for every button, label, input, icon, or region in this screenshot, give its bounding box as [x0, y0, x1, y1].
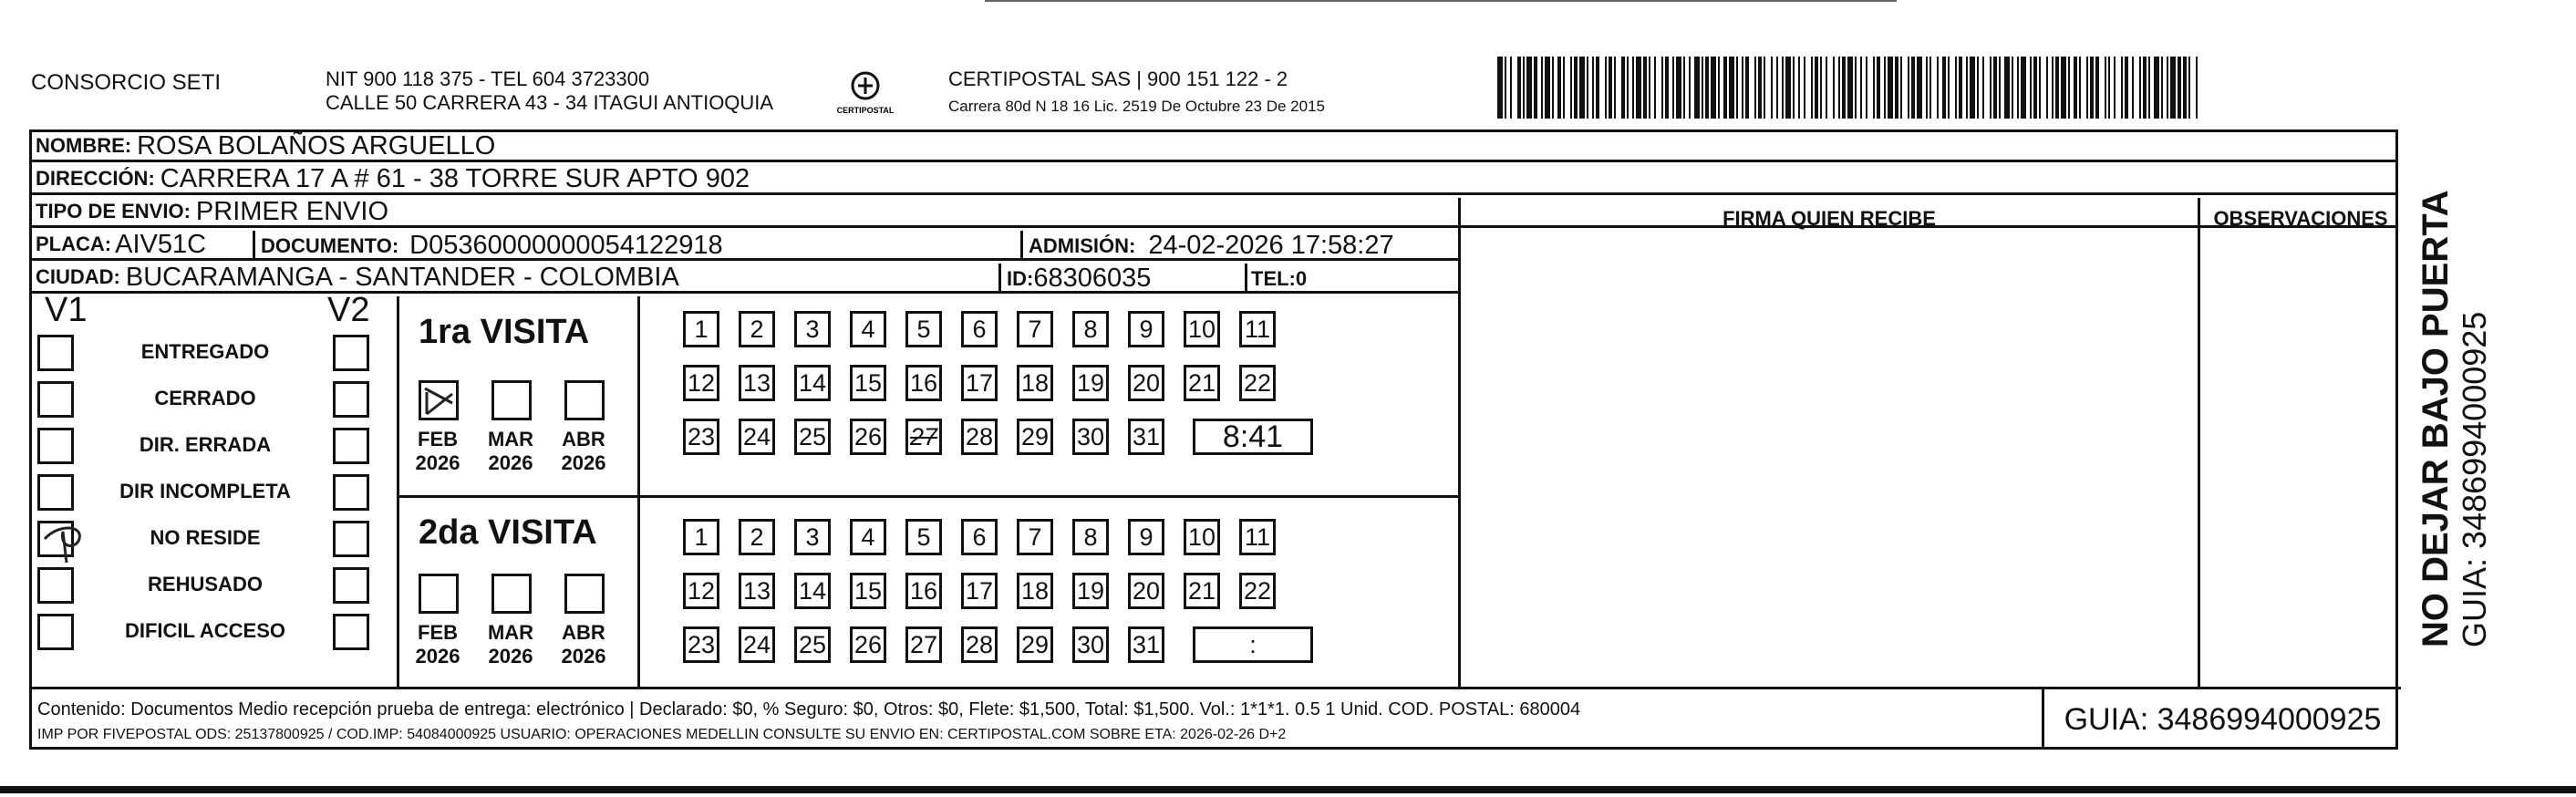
barcode-bar	[1977, 57, 1979, 119]
day-box[interactable]: 22	[1239, 365, 1276, 401]
barcode-bar	[2167, 57, 2168, 119]
barcode-bar	[2178, 57, 2181, 119]
barcode-bar	[2121, 57, 2123, 119]
barcode-bar	[2030, 57, 2032, 119]
placa-label: PLACA:	[36, 233, 112, 255]
barcode-bar	[2143, 57, 2147, 119]
barcode-bar	[2095, 57, 2099, 119]
barcode-bar	[2090, 57, 2094, 119]
barcode-bar	[1621, 57, 1625, 119]
admision-cell	[1020, 231, 1394, 261]
barcode-bar	[2132, 57, 2134, 119]
month-divider	[637, 296, 640, 687]
barcode-bar	[1877, 57, 1880, 119]
barcode-bar	[1847, 57, 1853, 119]
barcode-bar	[1649, 57, 1650, 119]
barcode-bar	[1826, 57, 1827, 119]
tel-label: TEL:	[1251, 266, 1296, 290]
second-visit-title: 2da VISITA	[419, 513, 597, 552]
address-line: CALLE 50 CARRERA 43 - 34 ITAGUI ANTIOQUIA	[326, 91, 774, 114]
day-box[interactable]: 29	[1017, 419, 1053, 455]
barcode-bar	[1970, 57, 1975, 119]
barcode-bar	[1689, 57, 1691, 119]
barcode-bar	[1908, 57, 1909, 119]
guia-box-text: GUIA: 3486994000925	[2064, 701, 2382, 737]
barcode-bar	[1842, 57, 1846, 119]
barcode-bar	[1718, 57, 1720, 119]
barcode-bar	[1758, 57, 1762, 119]
month-name: MAR	[487, 428, 534, 450]
top-rule	[985, 0, 1897, 2]
tel-value: 0	[1295, 266, 1308, 290]
month-year: 2026	[415, 645, 460, 668]
day-box[interactable]: 31	[1128, 626, 1164, 663]
tipo-value: PRIMER ENVIO	[195, 196, 389, 226]
day-box[interactable]: 5	[905, 519, 942, 555]
day-box[interactable]: 21	[1184, 573, 1220, 609]
direccion-value: CARRERA 17 A # 61 - 38 TORRE SUR APTO 902	[160, 163, 750, 193]
license-line: Carrera 80d N 18 16 Lic. 2519 De Octubre 23 De 2015	[948, 98, 1325, 115]
barcode-bar	[1579, 57, 1585, 119]
v2-checkbox[interactable]	[333, 567, 369, 604]
barcode-bar	[1764, 57, 1765, 119]
barcode-bar	[2068, 57, 2070, 119]
day-box[interactable]: 19	[1072, 573, 1109, 609]
day-box[interactable]: 9	[1128, 311, 1164, 347]
barcode-bar	[1534, 57, 1537, 119]
month-label	[409, 428, 466, 475]
barcode-bar	[2148, 57, 2150, 119]
barcode-bar	[2021, 57, 2026, 119]
barcode-bar	[1497, 57, 1503, 119]
vertical-text	[2415, 137, 2497, 647]
barcode-bar	[1526, 57, 1532, 119]
barcode-bar	[1782, 57, 1784, 119]
barcode-bar	[1736, 57, 1738, 119]
barcode-bar	[1833, 57, 1835, 119]
certipostal-logo-icon	[835, 66, 895, 120]
day-box[interactable]: 18	[1017, 573, 1053, 609]
footer-line2: IMP POR FIVEPOSTAL ODS: 25137800925 / COD.IMP: 54084000925 USUARIO: OPERACIONES MEDELLIN CONSULTE SU ENVIO EN: CERTIPOSTAL.COM SOBRE ETA: 2026-02-26 D+2	[37, 727, 1287, 742]
day-box[interactable]: 10	[1184, 519, 1220, 555]
tel-cell	[1245, 264, 1307, 294]
day-box[interactable]: 21	[1184, 365, 1220, 401]
day-box[interactable]: 18	[1017, 365, 1053, 401]
month-checkbox[interactable]	[419, 574, 459, 614]
barcode-bar	[1815, 57, 1818, 119]
day-box[interactable]: 14	[794, 573, 831, 609]
barcode-bar	[2125, 57, 2128, 119]
barcode-bar	[1609, 57, 1612, 119]
day-box[interactable]: 1	[683, 311, 719, 347]
day-box[interactable]: 27	[905, 419, 942, 455]
barcode-bar	[1632, 57, 1634, 119]
certipostal-logo	[835, 66, 895, 120]
day-box[interactable]: 16	[905, 573, 942, 609]
barcode-bar	[2004, 57, 2010, 119]
status-option-label: DIFICIL ACCESO	[124, 619, 285, 642]
month-name: ABR	[562, 621, 605, 644]
status-option-label: DIR INCOMPLETA	[119, 480, 291, 502]
visit-separator	[397, 495, 1458, 498]
v2-checkbox[interactable]	[333, 428, 369, 464]
documento-cell	[253, 231, 723, 261]
barcode-bar	[1643, 57, 1647, 119]
barcode-bar	[1563, 57, 1565, 119]
day-box[interactable]: 5	[905, 311, 942, 347]
month-label	[482, 428, 539, 475]
day-box[interactable]: 13	[739, 573, 775, 609]
certipostal-line: CERTIPOSTAL SAS | 900 151 122 - 2	[948, 67, 1288, 90]
month-checkbox[interactable]	[491, 574, 532, 614]
placa-value: AIV51C	[115, 229, 207, 259]
barcode-bar	[2196, 57, 2198, 119]
direccion-row	[32, 165, 2395, 195]
day-box[interactable]: 12	[683, 573, 719, 609]
day-box[interactable]: 17	[961, 365, 998, 401]
status-option-label: NO RESIDE	[150, 526, 261, 549]
barcode-bar	[1942, 57, 1946, 119]
month-label	[555, 428, 612, 475]
barcode-bar	[2061, 57, 2066, 119]
direccion-label: DIRECCIÓN:	[36, 167, 155, 190]
observaciones-header: OBSERVACIONES	[2213, 207, 2388, 230]
nit-line: NIT 900 118 375 - TEL 604 3723300	[326, 67, 650, 90]
barcode-bar	[1990, 57, 1991, 119]
barcode-bar	[1614, 57, 1616, 119]
barcode-bar	[1811, 57, 1813, 119]
day-box[interactable]: 24	[739, 419, 775, 455]
barcode-bar	[1926, 57, 1928, 119]
v1-handwritten-mark	[39, 512, 94, 570]
status-divider	[397, 296, 399, 687]
v2-checkbox[interactable]	[333, 614, 369, 650]
v2-checkbox[interactable]	[333, 521, 369, 557]
day-box[interactable]: 8	[1072, 519, 1109, 555]
day-box[interactable]: 29	[1017, 626, 1053, 663]
barcode-bar	[1873, 57, 1875, 119]
barcode-bar	[1860, 57, 1862, 119]
day-box[interactable]: 12	[683, 365, 719, 401]
barcode-bar	[1729, 57, 1734, 119]
barcode-bar	[1636, 57, 1641, 119]
day-box[interactable]: 11	[1239, 311, 1276, 347]
v1-checkbox[interactable]	[37, 335, 74, 371]
barcode-bar	[1570, 57, 1572, 119]
logo-text: CERTIPOSTAL	[836, 106, 895, 115]
ciudad-value: BUCARAMANGA - SANTANDER - COLOMBIA	[125, 262, 679, 292]
barcode-bar	[1900, 57, 1902, 119]
barcode-bar	[1855, 57, 1857, 119]
day-box[interactable]: 25	[794, 626, 831, 663]
barcode-bar	[1911, 57, 1915, 119]
barcode	[1495, 57, 2202, 119]
barcode-bar	[2074, 57, 2077, 119]
day-box[interactable]: 17	[961, 573, 998, 609]
day-box[interactable]: 3	[794, 311, 831, 347]
day-box[interactable]: 15	[850, 365, 886, 401]
barcode-bar	[1742, 57, 1743, 119]
day-box[interactable]: 9	[1128, 519, 1164, 555]
barcode-bar	[1665, 57, 1669, 119]
firma-header: FIRMA QUIEN RECIBE	[1723, 207, 1936, 230]
day-box[interactable]: 7	[1017, 519, 1053, 555]
day-box[interactable]: 16	[905, 365, 942, 401]
barcode-bar	[2012, 57, 2013, 119]
month-checkbox[interactable]	[419, 380, 459, 420]
status-option-label: ENTREGADO	[140, 340, 270, 363]
day-box[interactable]: 31	[1128, 419, 1164, 455]
day-box[interactable]: 25	[794, 419, 831, 455]
day-box[interactable]: 2	[739, 519, 775, 555]
month-name: FEB	[418, 428, 458, 450]
barcode-bar	[1937, 57, 1939, 119]
barcode-bar	[1776, 57, 1778, 119]
day-box[interactable]: 7	[1017, 311, 1053, 347]
barcode-bar	[1596, 57, 1599, 119]
month-label	[482, 621, 539, 668]
nombre-value: ROSA BOLAÑOS ARGUELLO	[137, 130, 496, 160]
observaciones-area	[2200, 231, 2397, 687]
barcode-bar	[2154, 57, 2159, 119]
barcode-bar	[2170, 57, 2176, 119]
status-option-label: DIR. ERRADA	[139, 433, 272, 456]
month-name: FEB	[418, 621, 458, 644]
day-box[interactable]: 15	[850, 573, 886, 609]
barcode-bar	[1838, 57, 1840, 119]
v2-checkbox[interactable]	[333, 335, 369, 371]
no-dejar-bajo-puerta: NO DEJAR BAJO PUERTA	[2416, 190, 2456, 647]
day-box[interactable]: 22	[1239, 573, 1276, 609]
barcode-bar	[2017, 57, 2019, 119]
barcode-bar	[1745, 57, 1749, 119]
barcode-bar	[1793, 57, 1795, 119]
v1-header: V1	[45, 291, 88, 329]
v2-checkbox[interactable]	[333, 381, 369, 418]
firma-area	[1461, 231, 2198, 687]
barcode-bar	[1888, 57, 1893, 119]
v2-header: V2	[327, 291, 370, 329]
month-checkbox[interactable]	[564, 380, 605, 420]
day-box[interactable]: 20	[1128, 365, 1164, 401]
first-visit-title: 1ra VISITA	[419, 313, 590, 351]
barcode-bar	[2052, 57, 2054, 119]
day-box[interactable]: 28	[961, 419, 998, 455]
barcode-bar	[1557, 57, 1561, 119]
barcode-bar	[1917, 57, 1922, 119]
barcode-bar	[2161, 57, 2163, 119]
v1-checkbox[interactable]	[37, 428, 74, 464]
barcode-bar	[1771, 57, 1773, 119]
barcode-bar	[2108, 57, 2110, 119]
day-box[interactable]: 3	[794, 519, 831, 555]
barcode-bar	[1966, 57, 1968, 119]
admision-label: ADMISIÓN:	[1029, 233, 1136, 257]
barcode-bar	[1955, 57, 1957, 119]
barcode-bar	[1948, 57, 1950, 119]
barcode-bar	[2079, 57, 2081, 119]
barcode-bar	[2046, 57, 2048, 119]
ciudad-label: CIUDAD:	[36, 265, 120, 288]
day-box[interactable]: 6	[961, 519, 998, 555]
month-checkbox[interactable]	[564, 574, 605, 614]
month-year: 2026	[488, 645, 533, 668]
day-box[interactable]: 26	[850, 626, 886, 663]
nombre-row	[32, 132, 2395, 162]
v1-checkbox[interactable]	[37, 567, 74, 604]
barcode-bar	[1574, 57, 1578, 119]
barcode-bar	[2105, 57, 2106, 119]
barcode-bar	[1545, 57, 1550, 119]
barcode-bar	[1505, 57, 1506, 119]
barcode-bar	[1820, 57, 1822, 119]
barcode-bar	[1785, 57, 1791, 119]
day-box[interactable]: 24	[739, 626, 775, 663]
day-box[interactable]: 11	[1239, 519, 1276, 555]
barcode-bar	[1523, 57, 1525, 119]
day-box[interactable]: 8	[1072, 311, 1109, 347]
month-label	[555, 621, 612, 668]
barcode-bar	[1683, 57, 1685, 119]
month-year: 2026	[561, 645, 606, 668]
day-box[interactable]: 14	[794, 365, 831, 401]
month-name: ABR	[562, 428, 605, 450]
barcode-bar	[1592, 57, 1594, 119]
barcode-bar	[2188, 57, 2190, 119]
barcode-bar	[1754, 57, 1756, 119]
status-option-label: CERRADO	[154, 387, 256, 409]
v1-checkbox[interactable]	[37, 614, 74, 650]
month-label	[409, 621, 466, 668]
day-box[interactable]: 2	[739, 311, 775, 347]
barcode-bar	[1672, 57, 1674, 119]
documento-label: DOCUMENTO:	[261, 233, 399, 257]
month-year: 2026	[415, 451, 460, 474]
nombre-label: NOMBRE:	[36, 134, 132, 157]
day-box[interactable]: 1	[683, 519, 719, 555]
bottom-rule	[0, 786, 2576, 793]
day-box[interactable]: 30	[1072, 626, 1109, 663]
barcode-bar	[2033, 57, 2037, 119]
id-value: 68306035	[1033, 264, 1152, 293]
barcode-bar	[1627, 57, 1629, 119]
barcode-bar	[1517, 57, 1521, 119]
barcode-bar	[2039, 57, 2041, 119]
barcode-bar	[1895, 57, 1898, 119]
v1-checkbox[interactable]	[37, 381, 74, 418]
admision-value: 24-02-2026 17:58:27	[1148, 231, 1394, 260]
barcode-bar	[1702, 57, 1703, 119]
barcode-icon	[1495, 57, 2202, 119]
v2-checkbox[interactable]	[333, 474, 369, 511]
month-year: 2026	[561, 451, 606, 474]
day-box[interactable]: 20	[1128, 573, 1164, 609]
day-box[interactable]: 4	[850, 519, 886, 555]
day-box[interactable]: 13	[739, 365, 775, 401]
check-mark-icon	[421, 383, 458, 419]
day-box[interactable]: 30	[1072, 419, 1109, 455]
day-box[interactable]: 23	[683, 419, 719, 455]
barcode-bar	[1510, 57, 1512, 119]
barcode-bar	[1552, 57, 1554, 119]
barcode-bar	[1694, 57, 1700, 119]
month-checkbox[interactable]	[491, 380, 532, 420]
day-box[interactable]: 23	[683, 626, 719, 663]
id-cell	[998, 264, 1151, 294]
barcode-bar	[1654, 57, 1656, 119]
barcode-bar	[1676, 57, 1681, 119]
documento-value: D05360000000054122918	[409, 231, 723, 260]
month-name: MAR	[487, 621, 534, 644]
barcode-bar	[1541, 57, 1543, 119]
barcode-bar	[2055, 57, 2059, 119]
barcode-bar	[1723, 57, 1727, 119]
barcode-bar	[1705, 57, 1709, 119]
day-box[interactable]: 27	[905, 626, 942, 663]
status-option-label: REHUSADO	[148, 573, 263, 595]
barcode-bar	[1884, 57, 1886, 119]
barcode-bar	[1587, 57, 1588, 119]
v1-checkbox[interactable]	[37, 474, 74, 511]
barcode-bar	[2183, 57, 2187, 119]
barcode-bar	[1798, 57, 1800, 119]
barcode-bar	[1661, 57, 1663, 119]
day-box[interactable]: 6	[961, 311, 998, 347]
barcode-bar	[1959, 57, 1962, 119]
day-box[interactable]: 28	[961, 626, 998, 663]
time-box[interactable]: :	[1193, 626, 1313, 663]
month-year: 2026	[488, 451, 533, 474]
day-box[interactable]: 10	[1184, 311, 1220, 347]
barcode-bar	[1929, 57, 1931, 119]
barcode-bar	[1711, 57, 1716, 119]
day-box[interactable]: 26	[850, 419, 886, 455]
barcode-bar	[1605, 57, 1607, 119]
barcode-bar	[1999, 57, 2001, 119]
barcode-bar	[2086, 57, 2088, 119]
barcode-bar	[2139, 57, 2141, 119]
barcode-bar	[1993, 57, 1997, 119]
day-box[interactable]: 19	[1072, 365, 1109, 401]
footer-line1: Contenido: Documentos Medio recepción prueba de entrega: electrónico | Declarado: $0, % Seguro: $0, Otros: $0, Flete: $1,500, Total: $1,500. Vol.: 1*1*1. 0.5 1 Unid. COD. POSTAL: 680004	[37, 699, 1581, 719]
barcode-bar	[1982, 57, 1984, 119]
barcode-bar	[1866, 57, 1867, 119]
id-label: ID:	[1007, 266, 1034, 290]
barcode-bar	[1804, 57, 1805, 119]
guia-box	[2042, 689, 2401, 750]
time-box[interactable]: 8:41	[1193, 419, 1313, 455]
tipo-label: TIPO DE ENVIO:	[36, 200, 191, 223]
form-frame	[29, 129, 2398, 750]
barcode-bar	[2114, 57, 2116, 119]
vertical-guia: GUIA: 3486994000925	[2456, 311, 2493, 647]
company-name: CONSORCIO SETI	[31, 70, 222, 95]
day-box[interactable]: 4	[850, 311, 886, 347]
